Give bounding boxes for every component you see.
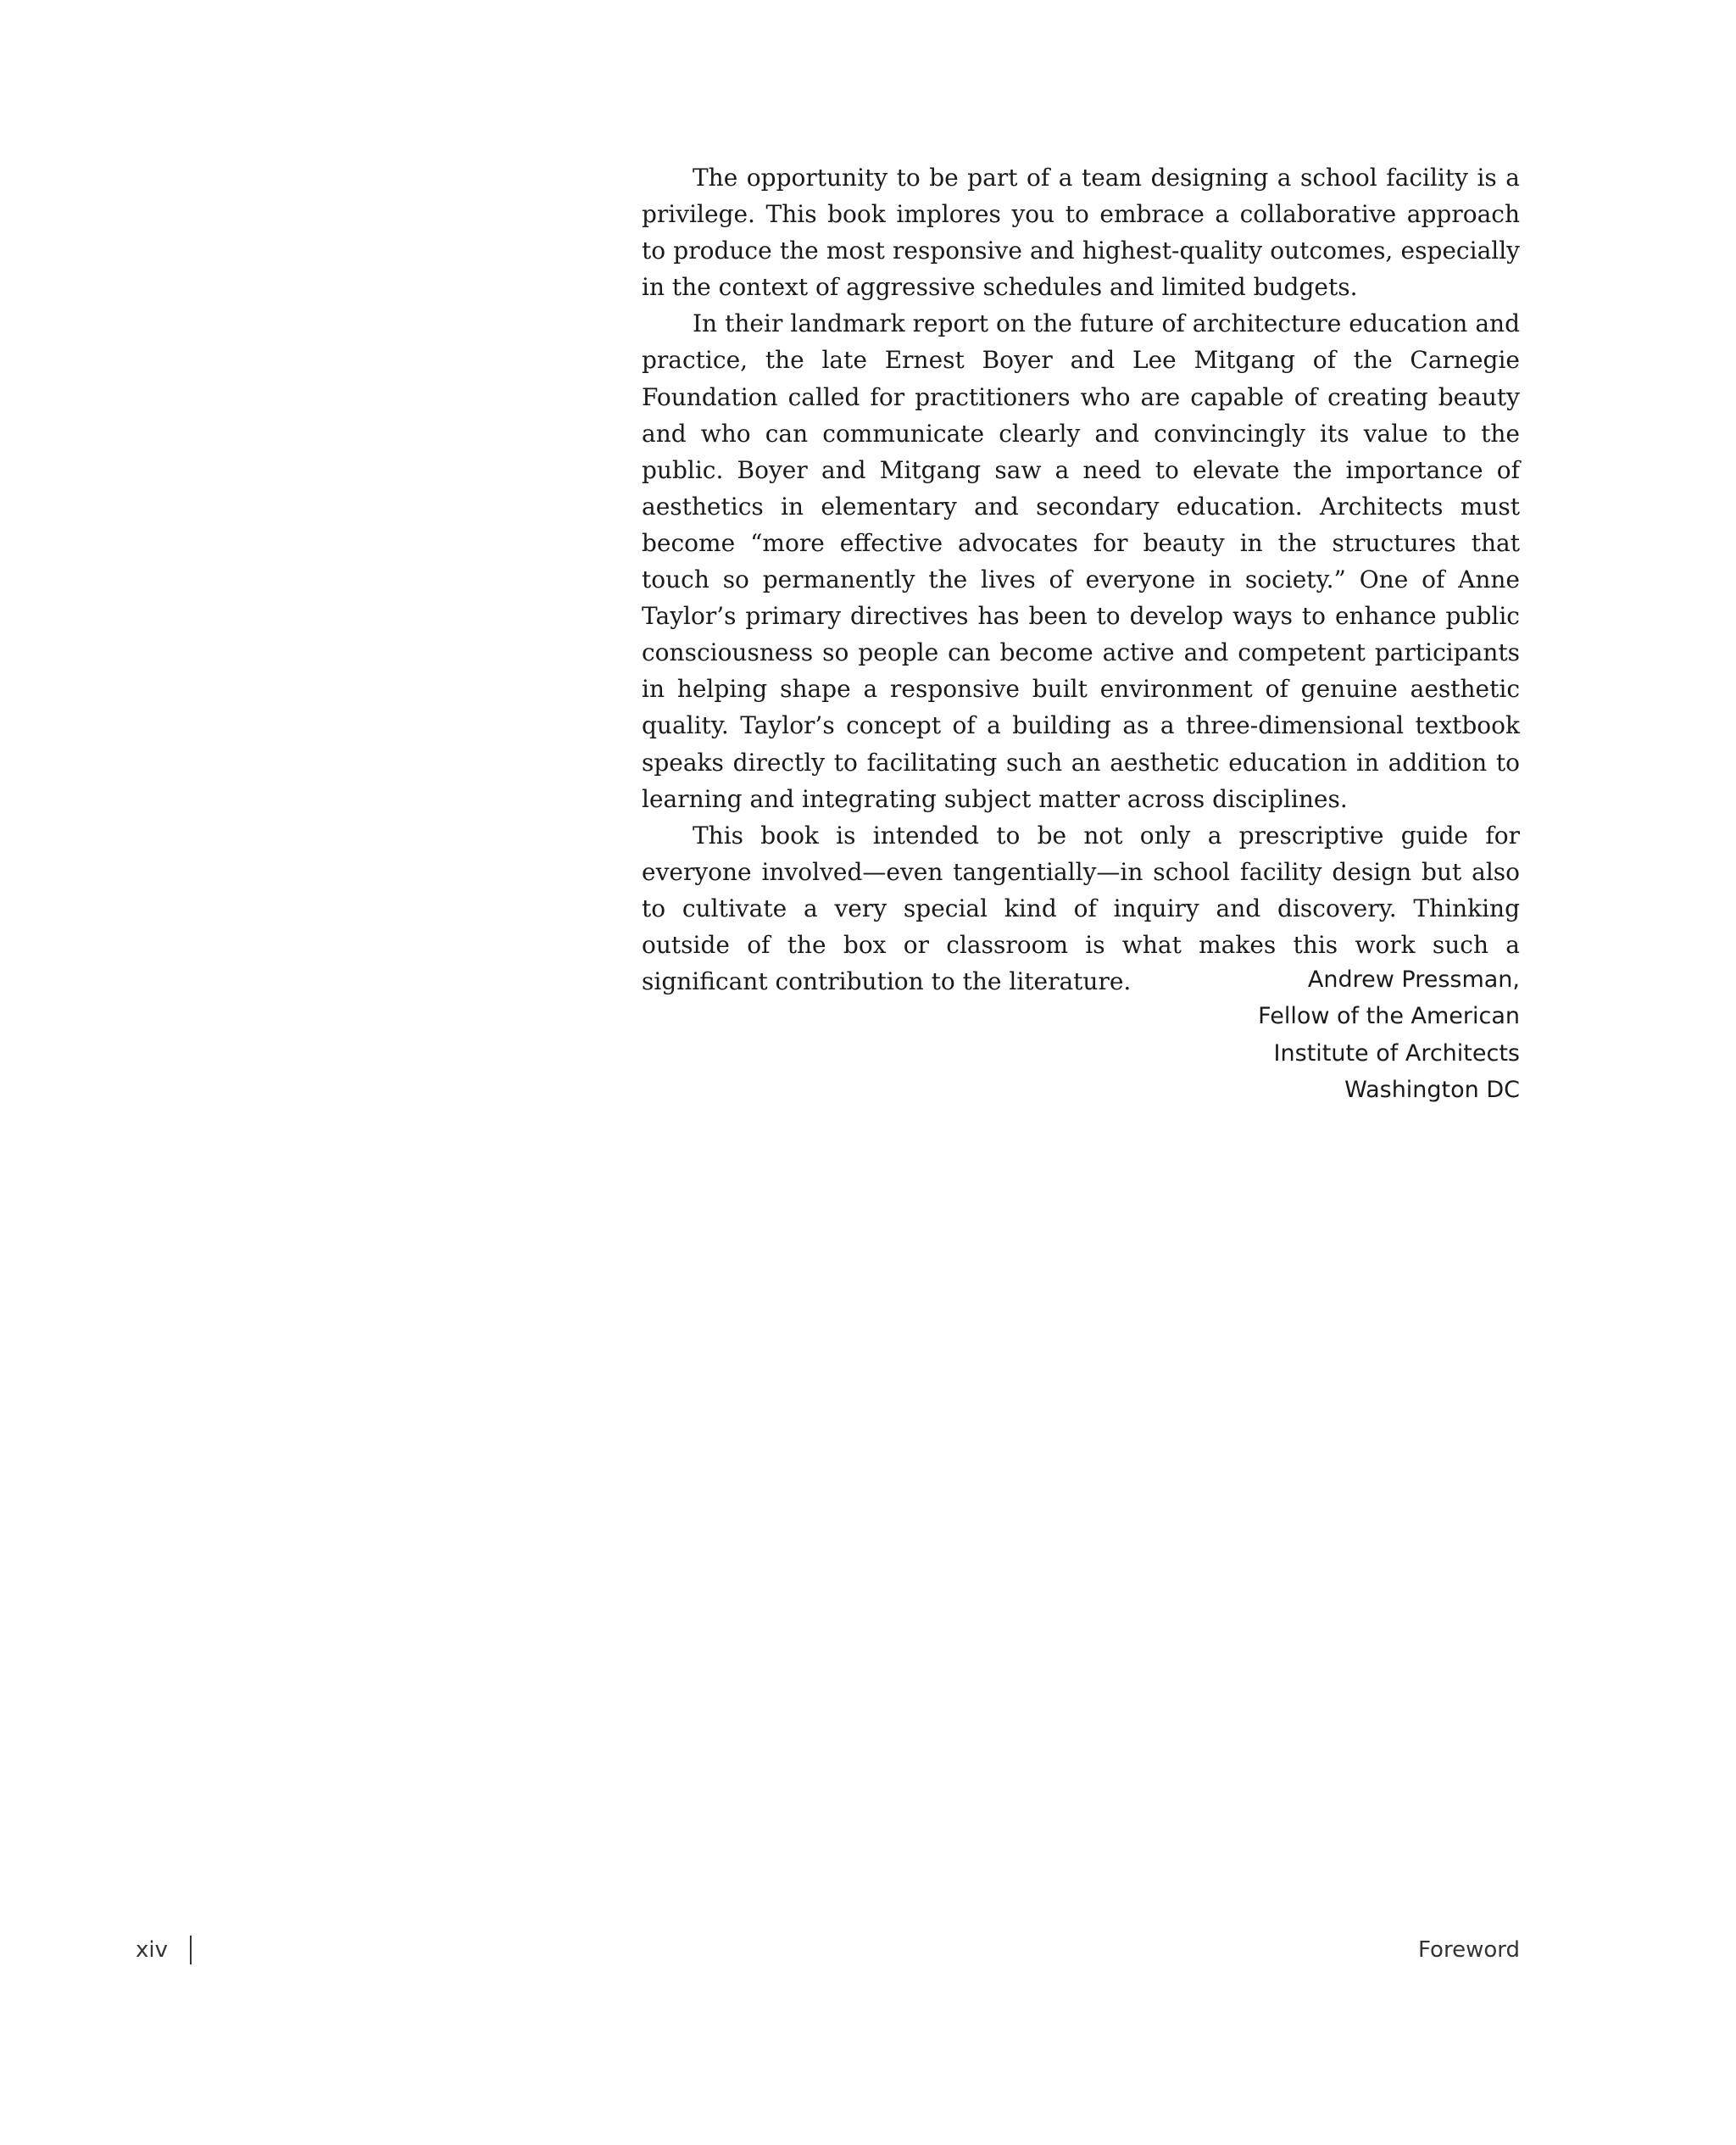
author-signature-block xyxy=(1102,961,1520,1109)
author-title-line-1: Fellow of the American xyxy=(1258,1003,1520,1030)
author-name: Andrew Pressman, xyxy=(1307,967,1520,993)
running-footer-section: Foreword xyxy=(1418,1937,1520,1963)
foreword-body xyxy=(642,159,1520,1000)
folio-divider xyxy=(190,1936,192,1964)
author-title-line-2: Institute of Architects xyxy=(1273,1039,1520,1067)
author-location: Washington DC xyxy=(1344,1077,1520,1104)
paragraph-3: This book is intended to be not only a prescriptive guide for everyone involved—even tangentially—in school facility design but also to cultivate a very special kind of inquiry and discovery. Thinking outside of the box or classroom is what makes this work such a significant contribution to the literature. xyxy=(642,821,1520,996)
paragraph-2: In their landmark report on the future of architecture education and practice, the late Ernest Boyer and Lee Mitgang of the Carnegie Foundation called for practitioners who are capable of creating beauty and who can communicate clearly and convincingly its value to the public. Boyer and Mitgang saw a need to elevate the importance of aesthetics in elementary and secondary education. Architects must become “more effective advocates for beauty in the structures that touch so permanently the lives of everyone in society.” One of Anne Taylor’s primary directives has been to develop ways to enhance public consciousness so people can become active and competent participants in helping shape a responsive built environment of genuine aesthetic quality. Taylor’s concept of a building as a three-dimensional textbook speaks directly to facilitating such an aesthetic education in addition to learning and integrating subject matter across disciplines. xyxy=(642,309,1520,813)
page-number: xiv xyxy=(136,1937,168,1963)
paragraph-1: The opportunity to be part of a team designing a school facility is a privilege. This book implores you to embrace a collaborative approach to produce the most responsive and highest-quality outcomes, especially in the context of aggressive schedules and limited budgets. xyxy=(642,164,1520,302)
page-folio xyxy=(136,1935,192,1965)
